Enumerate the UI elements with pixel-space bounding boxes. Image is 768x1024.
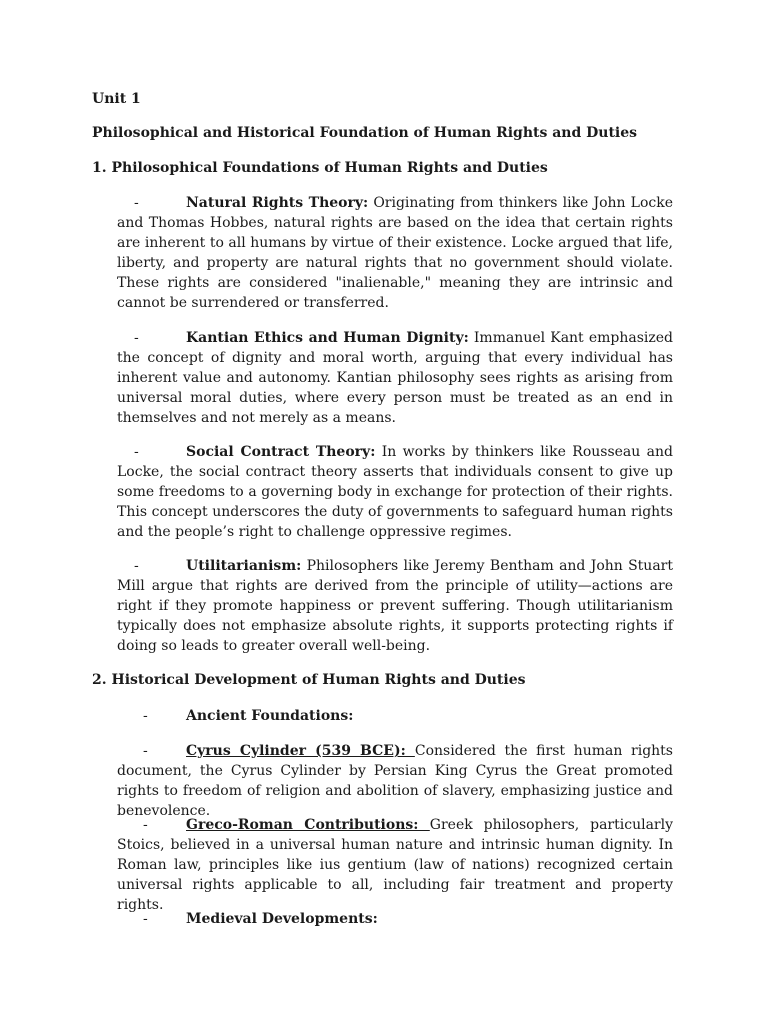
bullet-cyrus-cylinder <box>117 741 673 821</box>
bullet-dash: - <box>134 558 139 574</box>
bullet-text: Considered the first human rights document, the Cyrus Cylinder by Persian King Cyrus the Great promoted rights to freedom of religion and abolition of slavery, emphasizing justice and benevolence. <box>117 743 673 819</box>
subheading-label: Medieval Developments: <box>186 911 378 927</box>
bullet-greco-roman <box>117 815 673 915</box>
bullet-term: Natural Rights Theory: <box>186 195 369 211</box>
bullet-dash: - <box>134 444 139 460</box>
bullet-text: Philosophers like Jeremy Bentham and John Stuart Mill argue that rights are derived from the principle of utility—actions are right if they promote happiness or prevent suffering. Though utilitarianism typically does not emphasize absolute rights, it supports protecting rights if doing so leads to greater overall well-being. <box>117 558 673 654</box>
section-2-heading: 2. Historical Development of Human Rights and Duties <box>92 672 526 688</box>
bullet-text: Greek philosophers, particularly Stoics, believed in a universal human nature and intrinsic human dignity. In Roman law, principles like ius gentium (law of nations) recognized certain universal rights applicable to all, including fair treatment and property rights. <box>117 817 673 913</box>
bullet-social-contract <box>117 442 673 542</box>
section-1-heading: 1. Philosophical Foundations of Human Rights and Duties <box>92 160 548 176</box>
bullet-natural-rights <box>117 193 673 313</box>
bullet-text: Immanuel Kant emphasized the concept of dignity and moral worth, arguing that every individual has inherent value and autonomy. Kantian philosophy sees rights as arising from universal moral duties, where every person must be treated as an end in themselves and not merely as a means. <box>117 330 673 426</box>
bullet-dash: - <box>134 330 139 346</box>
bullet-utilitarianism <box>117 556 673 656</box>
bullet-kantian-ethics <box>117 328 673 428</box>
bullet-dash: - <box>143 708 148 724</box>
subheading-medieval-developments <box>117 909 378 929</box>
bullet-term: Greco-Roman Contributions: <box>186 817 430 833</box>
bullet-term: Social Contract Theory: <box>186 444 376 460</box>
unit-label: Unit 1 <box>92 91 141 107</box>
bullet-term: Cyrus Cylinder (539 BCE): <box>186 743 415 759</box>
bullet-text: In works by thinkers like Rousseau and Locke, the social contract theory asserts that individuals consent to give up some freedoms to a governing body in exchange for protection of their rights. This concept underscores the duty of governments to safeguard human rights and the people’s right to challenge oppressive regimes. <box>117 444 673 540</box>
bullet-term: Kantian Ethics and Human Dignity: <box>186 330 469 346</box>
document-title: Philosophical and Historical Foundation of Human Rights and Duties <box>92 125 638 141</box>
bullet-text: Originating from thinkers like John Locke and Thomas Hobbes, natural rights are based on the idea that certain rights are inherent to all humans by virtue of their existence. Locke argued that life, liberty, and property are natural rights that no government should violate. These rights are considered "inalienable," meaning they are intrinsic and cannot be surrendered or transferred. <box>117 195 673 311</box>
bullet-dash: - <box>143 817 148 833</box>
bullet-dash: - <box>143 743 148 759</box>
subheading-ancient-foundations <box>117 706 353 726</box>
subheading-label: Ancient Foundations: <box>186 708 354 724</box>
bullet-dash: - <box>143 911 148 927</box>
bullet-term: Utilitarianism: <box>186 558 302 574</box>
bullet-dash: - <box>134 195 139 211</box>
